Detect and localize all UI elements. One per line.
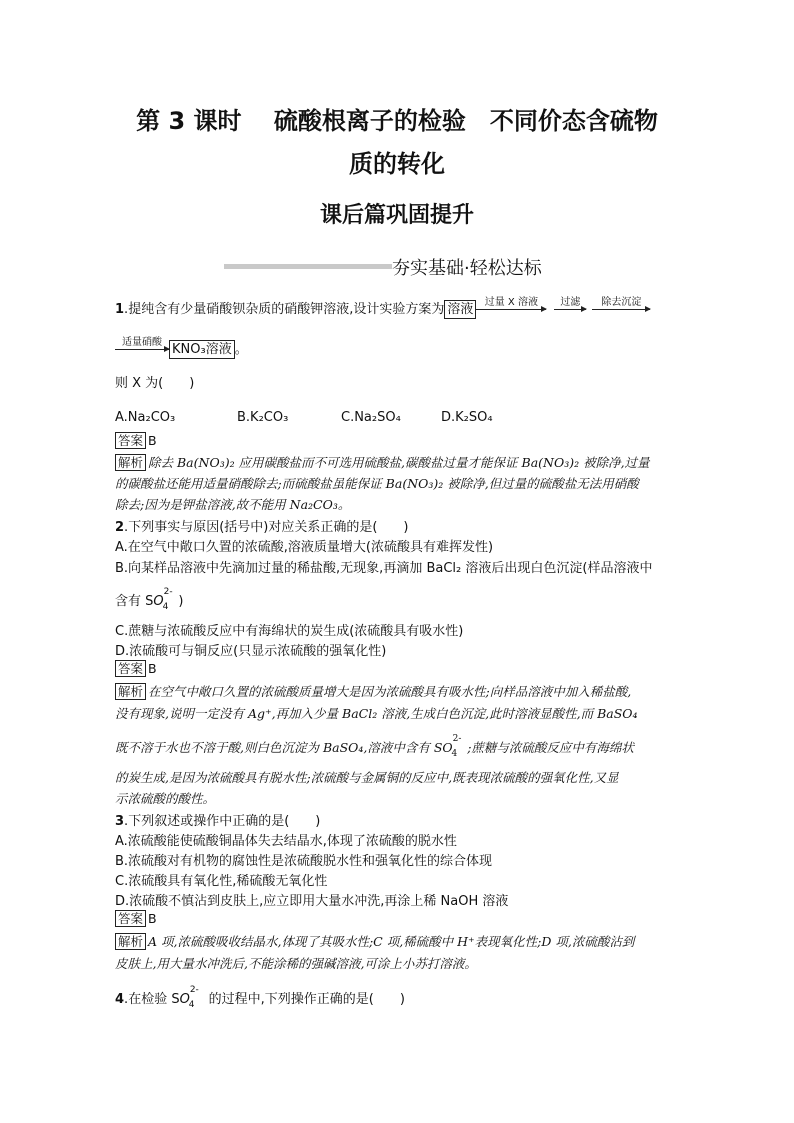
section-bar [224, 264, 392, 269]
q2-option-b-cont: 含有 $SO^{2-}_4$ ) [115, 586, 184, 612]
q2-option-c: C.蔗糖与浓硫酸反应中有海绵状的炭生成(浓硫酸具有吸水性) [115, 624, 464, 639]
q3-analysis-line1 [115, 932, 634, 950]
ion-o: O [179, 992, 190, 1007]
q1-arrow1-label: 过量 X 溶液 [484, 297, 538, 308]
ion-so4 [442, 733, 467, 759]
q1-analysis-line1 [115, 453, 650, 471]
q1-answer [115, 432, 157, 449]
q1-option-d: D.K₂SO₄ [441, 410, 493, 425]
q3-number: 3 [115, 814, 125, 829]
q1-ask: 则 X 为( ) [115, 376, 195, 391]
q1-arrow1 [476, 297, 546, 310]
q3-answer-value: B [148, 911, 157, 926]
q1-analysis-line3: 除去;因为是钾盐溶液,故不能用 Na₂CO₃。 [115, 497, 351, 512]
page-title-line1: 第 3 课时 硫酸根离子的检验 不同价态含硫物 [136, 107, 658, 135]
answer-tag: 答案 [115, 910, 146, 927]
q2-option-d: D.浓硫酸可与铜反应(只显示浓硫酸的强氧化性) [115, 644, 387, 659]
q1-step2-label: 除去沉淀 [601, 297, 642, 308]
ion-o: O [442, 740, 453, 755]
q2-answer-value: B [148, 661, 157, 676]
ion-sup: 2- [189, 984, 199, 995]
q2-option-b: B.向某样品溶液中先滴加过量的稀盐酸,无现象,再滴加 BaCl₂ 溶液后出现白色沉淀(样品溶液中 [115, 561, 653, 576]
q2-analysis-line3 [115, 733, 634, 759]
q1-stem-line2 [115, 338, 248, 359]
q3-option-d: D.浓硫酸不慎沾到皮肤上,应立即用大量水冲洗,再涂上稀 NaOH 溶液 [115, 894, 509, 909]
q2-analysis-text3b: ;蔗糖与浓硫酸反应中有海绵状 [467, 740, 634, 755]
q1-stem: 1.提纯含有少量硝酸钡杂质的硝酸钾溶液,设计实验方案为 溶液 过量 X 溶液 过滤 除去沉淀 [115, 298, 650, 319]
q1-arrow-step2 [592, 297, 650, 310]
q3-text: 下列叙述或操作中正确的是( ) [128, 814, 321, 829]
ion-sub: 4 [451, 748, 458, 759]
q1-analysis-line2: 的碳酸盐还能用适量硝酸除去;而硫酸盐虽能保证 Ba(NO₃)₂ 被除净,但过量的硫酸盐无法用硝酸 [115, 476, 639, 491]
q1-answer-value: B [148, 433, 157, 448]
q4-number: 4 [115, 992, 125, 1007]
q1-end-punct: 。 [234, 342, 248, 357]
ion-so4 [179, 984, 205, 1010]
page-title-line2: 质的转化 [349, 150, 445, 178]
ion-o: O [153, 594, 164, 609]
q2-option-b-cont-text: 含有 S [115, 594, 154, 609]
q2-analysis-line2: 没有现象,说明一定没有 Ag⁺,再加入少量 BaCl₂ 溶液,生成白色沉淀,此时溶液显酸性,而 BaSO₄ [115, 706, 638, 721]
q3-option-a: A.浓硫酸能使硫酸铜晶体失去结晶水,体现了浓硫酸的脱水性 [115, 834, 457, 849]
q2-analysis-line4: 的炭生成,是因为浓硫酸具有脱水性;浓硫酸与金属铜的反应中,既表现浓硫酸的强氧化性,又显 [115, 770, 619, 785]
q3-analysis-text1: A 项,浓硫酸吸收结晶水,体现了其吸水性;C 项,稀硫酸中 H⁺表现氧化性;D 项,浓硫酸沾到 [148, 934, 635, 949]
q2-number: 2 [115, 520, 125, 535]
q2-option-a: A.在空气中敞口久置的浓硫酸,溶液质量增大(浓硫酸具有难挥发性) [115, 540, 494, 555]
ion-so4 [153, 586, 178, 612]
q4-text-before: 在检验 S [128, 992, 180, 1007]
analysis-tag: 解析 [115, 454, 146, 471]
analysis-tag: 解析 [115, 933, 146, 950]
section-title: 夯实基础·轻松达标 [392, 258, 542, 279]
q4-text-after: 的过程中,下列操作正确的是( ) [204, 992, 405, 1007]
ion-sup: 2- [163, 586, 173, 597]
q1-analysis-text1: 除去 Ba(NO₃)₂ 应用碳酸盐而不可选用硫酸盐,碳酸盐过量才能保证 Ba(NO₃)₂ 被除净,过量 [148, 455, 650, 470]
q2-analysis-text3: 既不溶于水也不溶于酸,则白色沉淀为 BaSO₄,溶液中含有 S [115, 740, 443, 755]
q2-analysis-line1 [115, 682, 631, 700]
q1-text: 提纯含有少量硝酸钡杂质的硝酸钾溶液,设计实验方案为 [128, 302, 445, 317]
q1-arrow2 [554, 297, 586, 310]
q1-box-end: KNO₃溶液 [169, 340, 235, 359]
q2-analysis-line5: 示浓硫酸的酸性。 [115, 791, 216, 806]
analysis-tag: 解析 [115, 683, 146, 700]
q2-analysis-text1: 在空气中敞口久置的浓硫酸质量增大是因为浓硫酸具有吸水性;向样品溶液中加入稀盐酸, [148, 684, 632, 699]
q1-option-c: C.Na₂SO₄ [341, 410, 401, 425]
q1-arrow2-label: 过滤 [560, 297, 581, 308]
q2-text: 下列事实与原因(括号中)对应关系正确的是( ) [128, 520, 409, 535]
q1-arrow3 [115, 337, 169, 350]
q1-arrow3-label: 适量硝酸 [122, 337, 162, 348]
page-subtitle: 课后篇巩固提升 [319, 203, 474, 228]
answer-tag: 答案 [115, 432, 146, 449]
ion-sup: 2- [452, 733, 462, 744]
q2-answer [115, 660, 157, 677]
q2-stem: 2.下列事实与原因(括号中)对应关系正确的是( ) [115, 520, 409, 535]
q3-answer [115, 910, 157, 927]
q1-option-b: B.K₂CO₃ [237, 410, 289, 425]
q4-stem: 4.在检验 $SO^{2-}_4$ 的过程中,下列操作正确的是( ) [115, 984, 405, 1010]
ion-sub: 4 [188, 999, 195, 1010]
q3-option-b: B.浓硫酸对有机物的腐蚀性是浓硫酸脱水性和强氧化性的综合体现 [115, 854, 493, 869]
ion-sub: 4 [162, 601, 169, 612]
q3-stem: 3.下列叙述或操作中正确的是( ) [115, 814, 321, 829]
q3-analysis-line2: 皮肤上,用大量水冲洗后,不能涂稀的强碱溶液,可涂上小苏打溶液。 [115, 956, 477, 971]
q1-box-start: 溶液 [444, 300, 476, 319]
q1-number: 1 [115, 302, 125, 317]
q3-option-c: C.浓硫酸具有氧化性,稀硫酸无氧化性 [115, 874, 328, 889]
q1-option-a: A.Na₂CO₃ [115, 410, 176, 425]
answer-tag: 答案 [115, 660, 146, 677]
